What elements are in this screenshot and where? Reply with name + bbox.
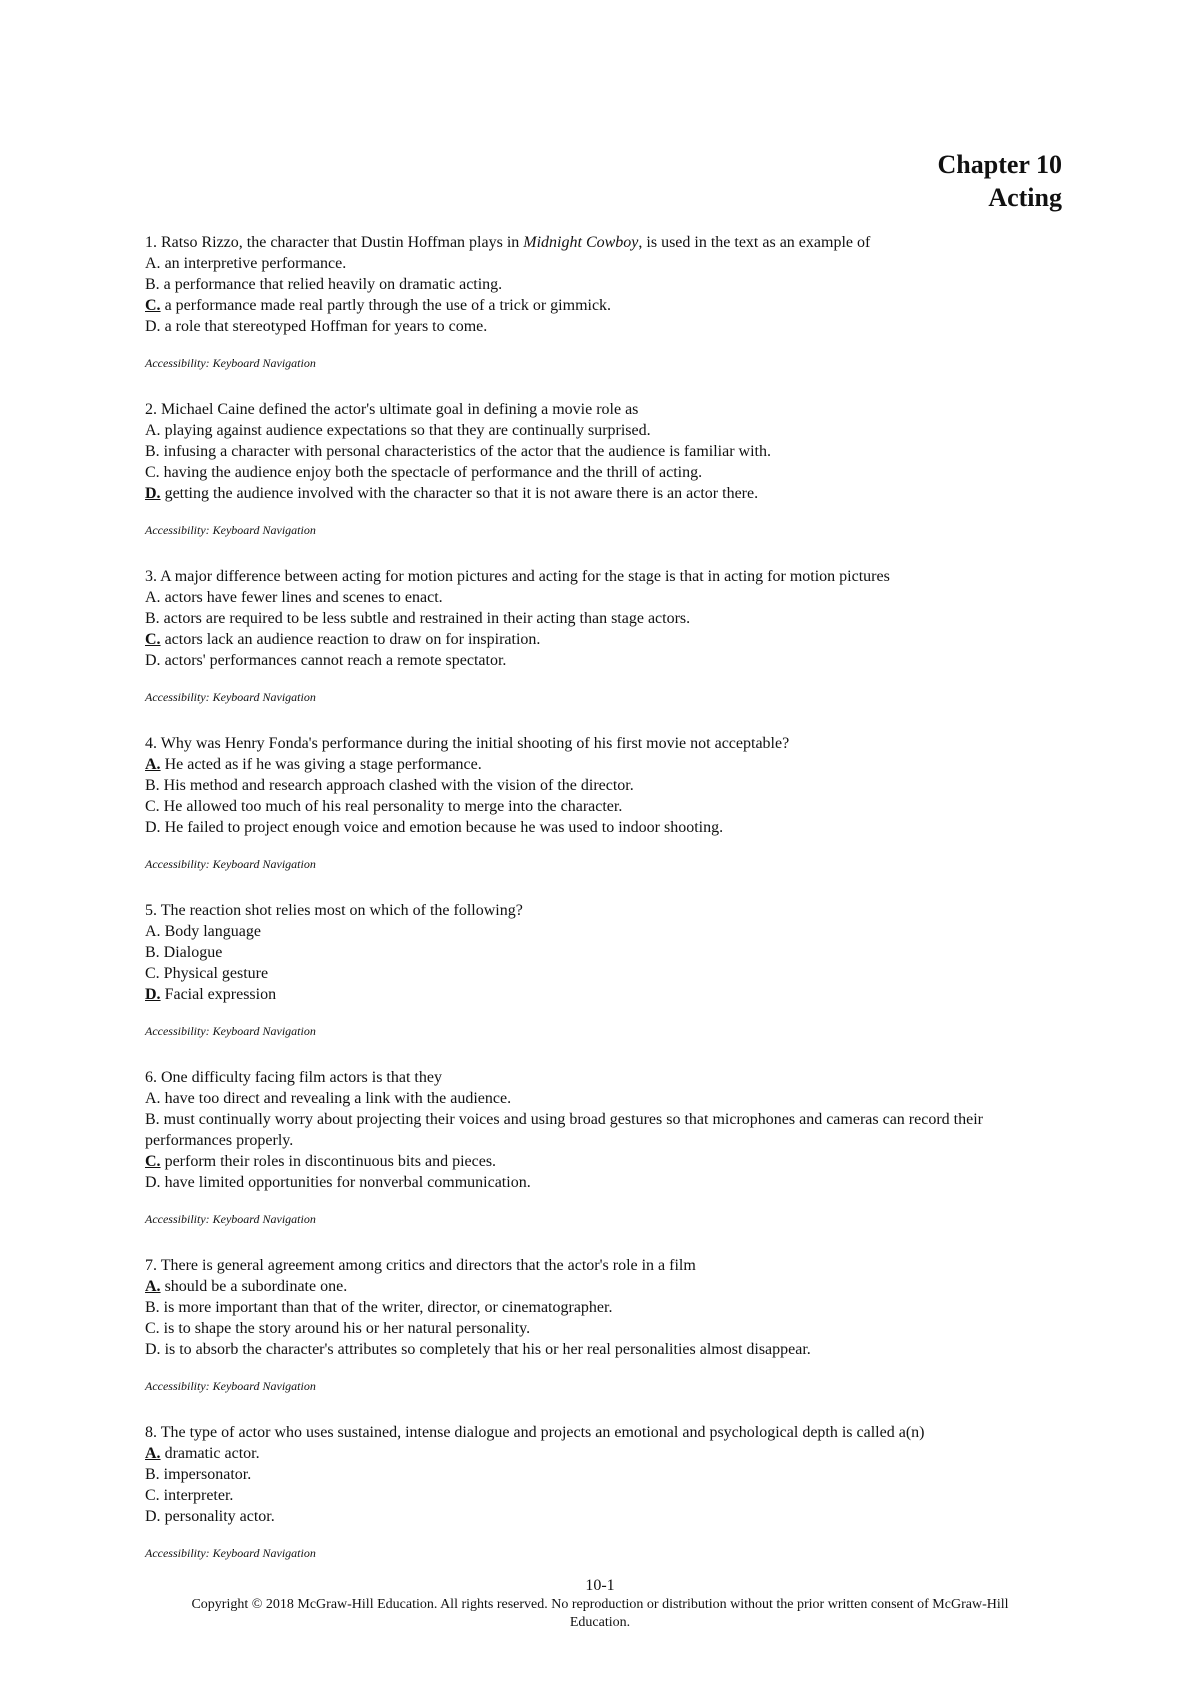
answer-option [145, 274, 1055, 295]
answer-option [145, 441, 1055, 462]
question-stem-text: 7. There is general agreement among critics and directors that the actor's role in a film [145, 1257, 696, 1274]
option-text: is to shape the story around his or her natural personality. [159, 1320, 531, 1337]
answer-option [145, 963, 1055, 984]
answer-option [145, 817, 1055, 838]
option-text: dramatic actor. [160, 1445, 260, 1462]
answer-option [145, 921, 1055, 942]
question-item [145, 399, 1055, 566]
answer-option-correct [145, 1443, 1055, 1464]
accessibility-tag: Accessibility: Keyboard Navigation [145, 1546, 316, 1560]
option-text: playing against audience expectations so that they are continually surprised. [160, 422, 651, 439]
option-letter: D. [145, 485, 161, 502]
option-letter: D. [145, 652, 161, 669]
answer-option [145, 420, 1055, 441]
option-letter: B. [145, 1111, 160, 1128]
question-stem [145, 1422, 1055, 1443]
question-stem [145, 232, 1055, 253]
option-letter: B. [145, 443, 160, 460]
option-letter: B. [145, 276, 160, 293]
accessibility-tag: Accessibility: Keyboard Navigation [145, 1212, 316, 1226]
accessibility-tag: Accessibility: Keyboard Navigation [145, 356, 316, 370]
chapter-number: Chapter 10 [937, 150, 1062, 179]
accessibility-tag: Accessibility: Keyboard Navigation [145, 523, 316, 537]
answer-option [145, 608, 1055, 629]
option-text: actors are required to be less subtle and restrained in their acting than stage actors. [159, 610, 691, 627]
option-letter: A. [145, 1090, 161, 1107]
answer-option [145, 1485, 1055, 1506]
answer-option-correct [145, 1276, 1055, 1297]
answer-option-correct [145, 1151, 1055, 1172]
option-letter: A. [145, 589, 161, 606]
option-letter: D. [145, 318, 161, 335]
question-item [145, 1422, 1055, 1589]
option-letter: A. [145, 1278, 161, 1295]
option-letter: C. [145, 1487, 160, 1504]
option-text: have too direct and revealing a link with the audience. [160, 1090, 512, 1107]
question-item [145, 1255, 1055, 1422]
option-text: having the audience enjoy both the spectacle of performance and the thrill of acting. [159, 464, 703, 481]
option-letter: D. [145, 1508, 161, 1525]
answer-option [145, 650, 1055, 671]
option-letter: C. [145, 297, 161, 314]
option-letter: C. [145, 1320, 160, 1337]
accessibility-tag: Accessibility: Keyboard Navigation [145, 690, 316, 704]
question-list [145, 232, 1055, 1589]
accessibility-tag: Accessibility: Keyboard Navigation [145, 857, 316, 871]
option-letter: C. [145, 464, 160, 481]
answer-option [145, 1464, 1055, 1485]
accessibility-tag: Accessibility: Keyboard Navigation [145, 1024, 316, 1038]
option-letter: A. [145, 756, 161, 773]
question-stem-text: 5. The reaction shot relies most on which of the following? [145, 902, 523, 919]
option-letter: B. [145, 944, 160, 961]
option-text: personality actor. [160, 1508, 275, 1525]
question-stem-text: 6. One difficulty facing film actors is that they [145, 1069, 442, 1086]
film-title: Midnight Cowboy [523, 234, 639, 251]
answer-option [145, 253, 1055, 274]
chapter-title: Acting [988, 183, 1062, 212]
answer-option [145, 1297, 1055, 1318]
option-text: infusing a character with personal characteristics of the actor that the audience is familiar with. [159, 443, 771, 460]
answer-option [145, 462, 1055, 483]
option-text: Body language [160, 923, 261, 940]
option-text: He allowed too much of his real personality to merge into the character. [159, 798, 623, 815]
option-letter: C. [145, 631, 161, 648]
option-text: Dialogue [159, 944, 223, 961]
answer-option-correct [145, 629, 1055, 650]
option-letter: B. [145, 610, 160, 627]
option-text: is more important than that of the writer, director, or cinematographer. [159, 1299, 613, 1316]
question-stem-text: 3. A major difference between acting for motion pictures and acting for the stage is that in acting for motion pictures [145, 568, 890, 585]
option-letter: B. [145, 777, 160, 794]
question-stem [145, 733, 1055, 754]
option-letter: A. [145, 422, 161, 439]
question-item [145, 232, 1055, 399]
option-letter: D. [145, 1341, 161, 1358]
option-text: have limited opportunities for nonverbal communication. [160, 1174, 531, 1191]
option-text: actors have fewer lines and scenes to enact. [160, 589, 443, 606]
option-letter: B. [145, 1299, 160, 1316]
question-stem [145, 566, 1055, 587]
option-letter: C. [145, 965, 160, 982]
question-stem [145, 399, 1055, 420]
option-text: impersonator. [159, 1466, 252, 1483]
question-stem [145, 900, 1055, 921]
answer-option [145, 587, 1055, 608]
question-stem [145, 1067, 1055, 1088]
page-footer [0, 1576, 1200, 1632]
option-letter: D. [145, 819, 161, 836]
question-item [145, 733, 1055, 900]
option-text: Physical gesture [159, 965, 269, 982]
answer-option [145, 1088, 1055, 1109]
option-text: He failed to project enough voice and emotion because he was used to indoor shooting. [160, 819, 724, 836]
copyright-notice: Copyright © 2018 McGraw-Hill Education. All rights reserved. No reproduction or distribution without the prior written consent of McGraw-Hill Education. [191, 1597, 1009, 1630]
option-text: actors' performances cannot reach a remote spectator. [160, 652, 507, 669]
question-stem-text: 8. The type of actor who uses sustained, intense dialogue and projects an emotional and psychological depth is called a(n) [145, 1424, 925, 1441]
question-stem-text: 2. Michael Caine defined the actor's ultimate goal in defining a movie role as [145, 401, 639, 418]
answer-option-correct [145, 483, 1055, 504]
option-text: His method and research approach clashed with the vision of the director. [159, 777, 634, 794]
question-stem-text: 1. Ratso Rizzo, the character that Dustin Hoffman plays in [145, 234, 524, 251]
answer-option-correct [145, 295, 1055, 316]
option-text: a performance that relied heavily on dramatic acting. [159, 276, 503, 293]
option-text: interpreter. [159, 1487, 234, 1504]
question-stem-text: 4. Why was Henry Fonda's performance during the initial shooting of his first movie not acceptable? [145, 735, 790, 752]
option-text: is to absorb the character's attributes so completely that his or her real personalities almost disappear. [160, 1341, 811, 1358]
answer-option [145, 316, 1055, 337]
question-item [145, 1067, 1055, 1255]
question-item [145, 900, 1055, 1067]
option-letter: A. [145, 923, 161, 940]
accessibility-tag: Accessibility: Keyboard Navigation [145, 1379, 316, 1393]
option-text: actors lack an audience reaction to draw on for inspiration. [160, 631, 541, 648]
question-stem [145, 1255, 1055, 1276]
answer-option [145, 1172, 1055, 1193]
answer-option [145, 1339, 1055, 1360]
question-stem-text: , is used in the text as an example of [638, 234, 871, 251]
option-letter: B. [145, 1466, 160, 1483]
option-text: getting the audience involved with the character so that it is not aware there is an actor there. [160, 485, 759, 502]
option-text: must continually worry about projecting their voices and using broad gestures so that microphones and cameras can record their performances properly. [145, 1111, 983, 1149]
option-text: a performance made real partly through the use of a trick or gimmick. [160, 297, 612, 314]
option-text: a role that stereotyped Hoffman for years to come. [160, 318, 488, 335]
option-letter: C. [145, 1153, 161, 1170]
answer-option [145, 942, 1055, 963]
page-number: 10-1 [585, 1577, 615, 1594]
option-text: should be a subordinate one. [160, 1278, 348, 1295]
option-letter: D. [145, 986, 161, 1003]
option-text: Facial expression [160, 986, 277, 1003]
answer-option [145, 1318, 1055, 1339]
answer-option [145, 775, 1055, 796]
option-text: an interpretive performance. [160, 255, 347, 272]
question-item [145, 566, 1055, 733]
option-letter: A. [145, 1445, 161, 1462]
answer-option-correct [145, 754, 1055, 775]
option-text: He acted as if he was giving a stage performance. [160, 756, 482, 773]
answer-option [145, 1506, 1055, 1527]
answer-option-correct [145, 984, 1055, 1005]
option-text: perform their roles in discontinuous bits and pieces. [160, 1153, 497, 1170]
chapter-heading [938, 148, 1062, 214]
option-letter: D. [145, 1174, 161, 1191]
option-letter: A. [145, 255, 161, 272]
answer-option [145, 1109, 1055, 1151]
answer-option [145, 796, 1055, 817]
option-letter: C. [145, 798, 160, 815]
